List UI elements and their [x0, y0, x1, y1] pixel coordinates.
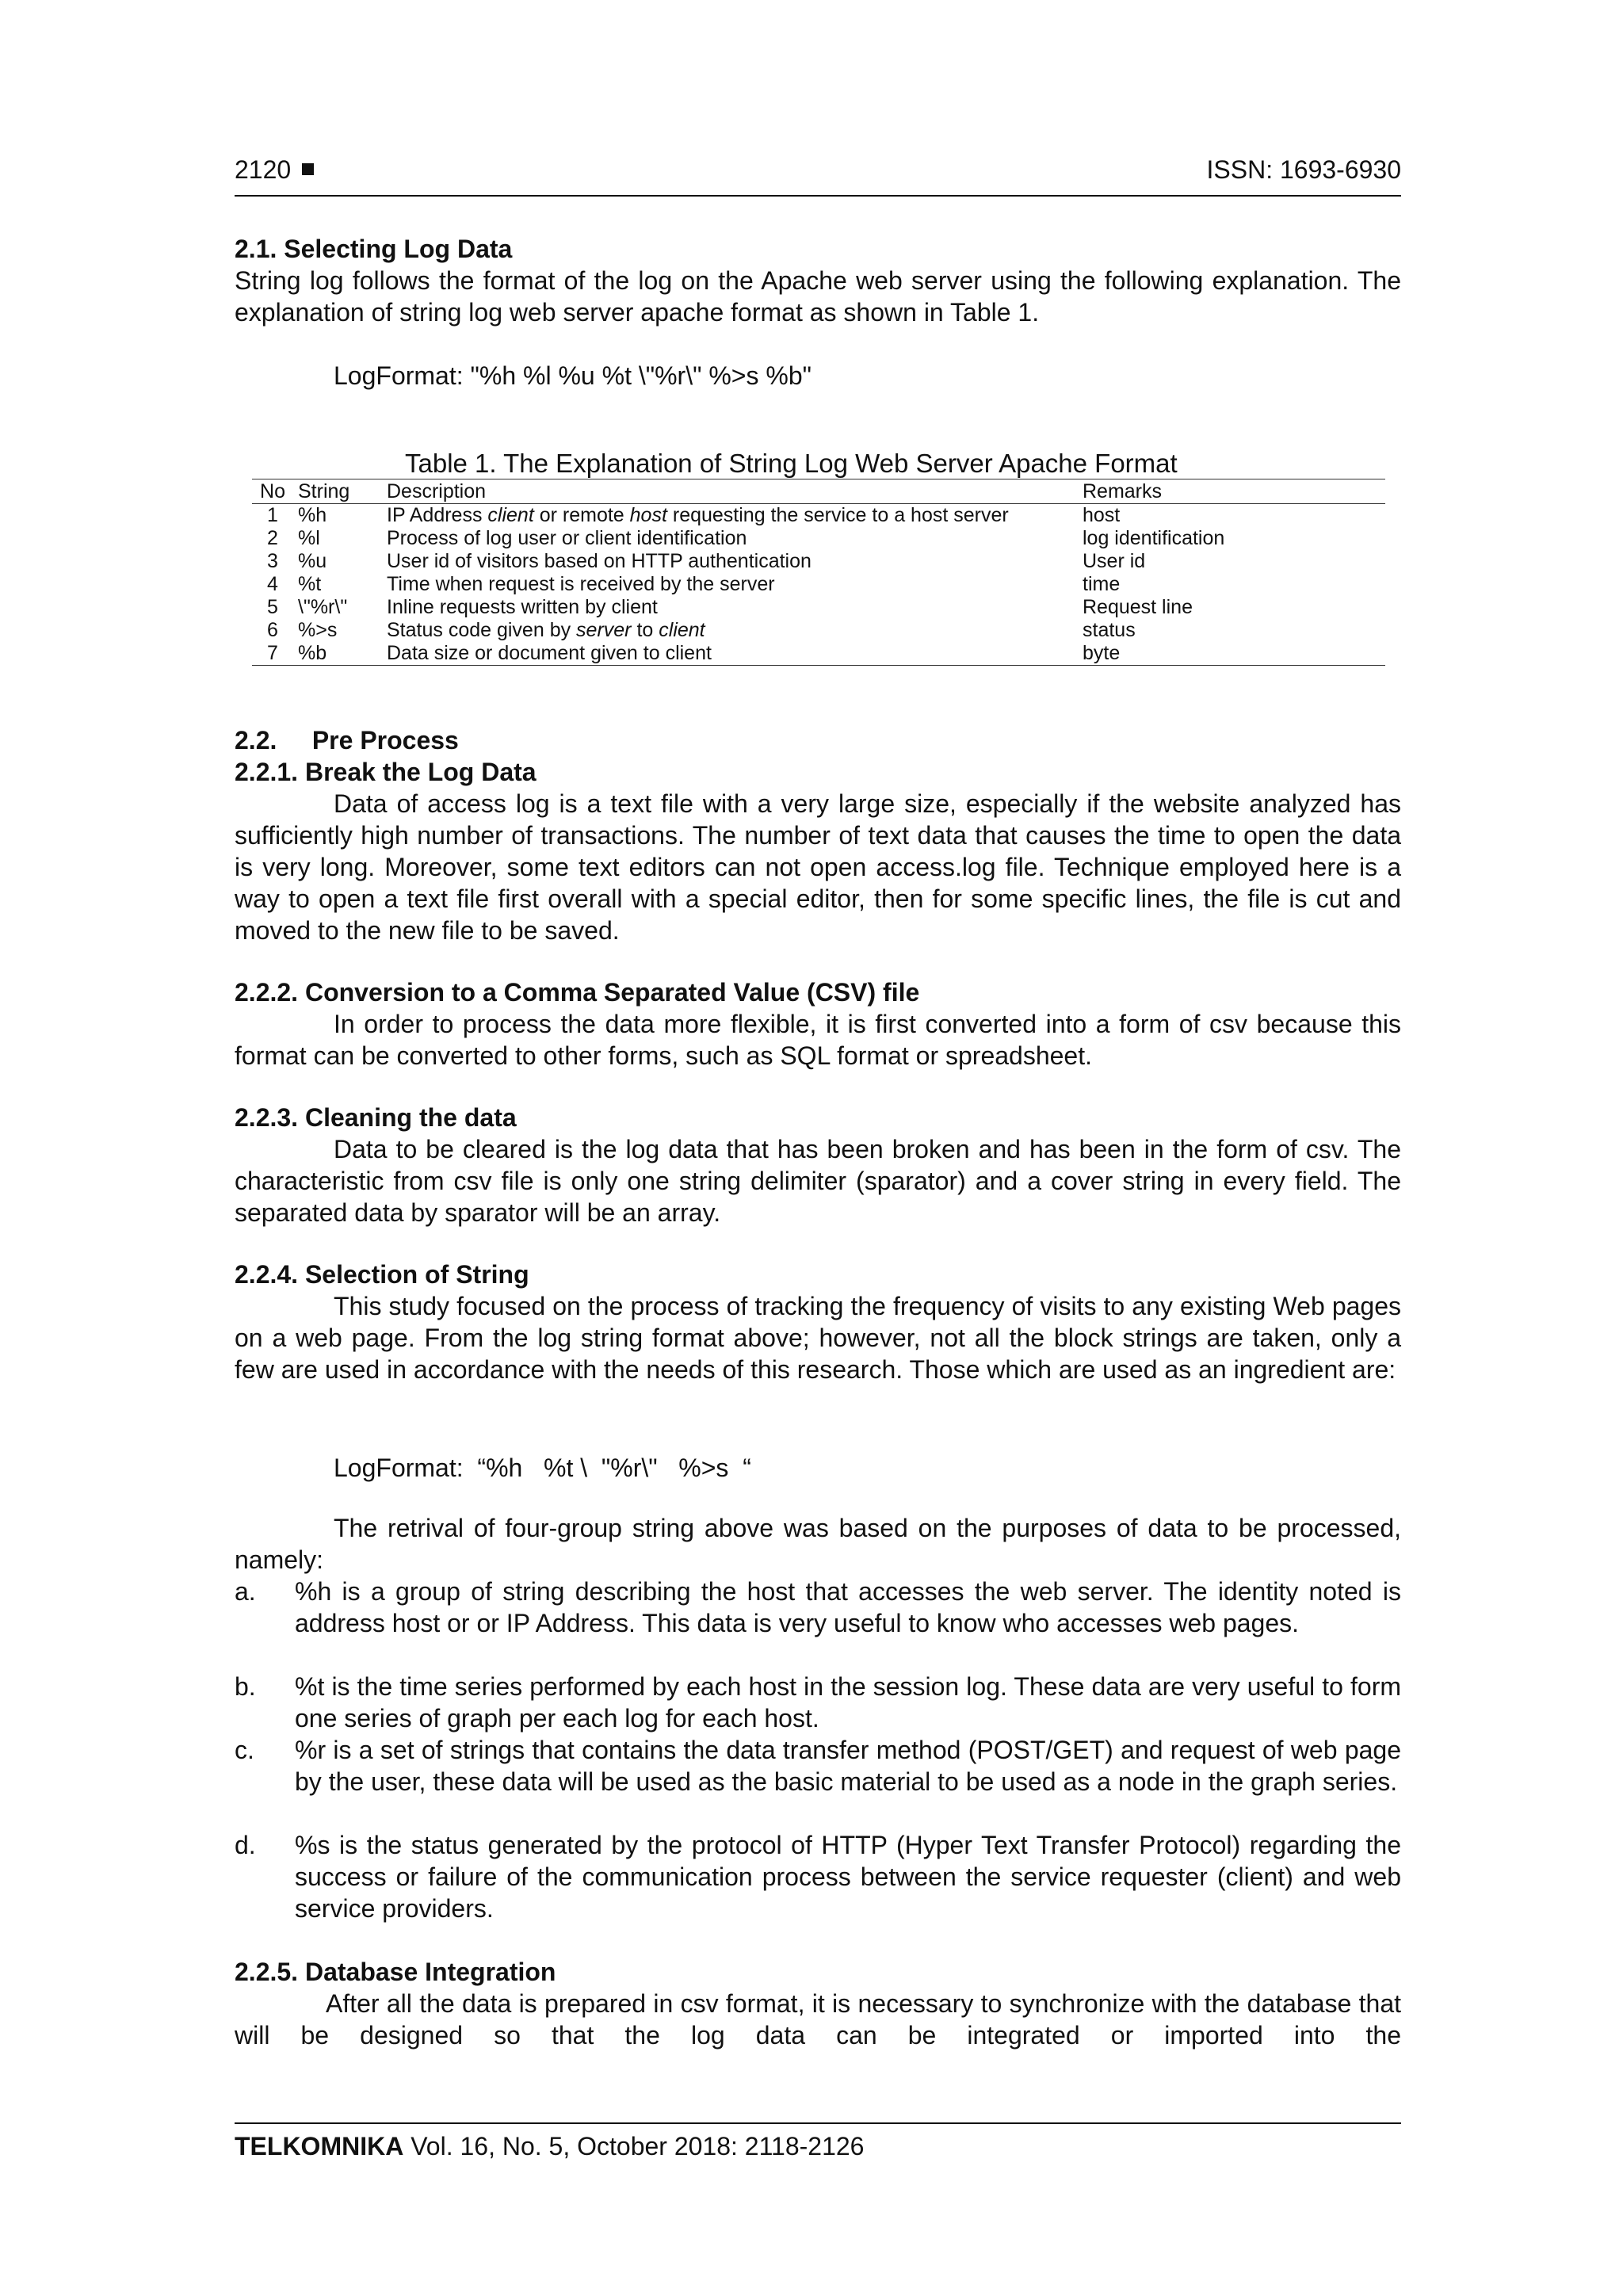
- cell-string: \"%r\": [298, 596, 348, 618]
- section-heading: 2.2. Pre Process: [235, 726, 459, 755]
- journal-name: TELKOMNIKA: [235, 2132, 404, 2160]
- list-item: [235, 1576, 1401, 1639]
- col-header: String: [293, 479, 382, 504]
- cell-remark: User id: [1083, 550, 1146, 572]
- table-row: [252, 619, 1385, 642]
- paragraph: String log follows the format of the log on the Apache web server using the following explanation. The explanation of string log web server apache format as shown in Table 1.: [235, 266, 1401, 327]
- cell-description: Status code given by server to client: [387, 619, 705, 641]
- cell-description: Inline requests written by client: [387, 596, 658, 618]
- paragraph: The retrival of four-group string above was based on the purposes of data to be processed, namely:: [235, 1514, 1401, 1574]
- table-header-row: [252, 479, 1385, 504]
- cell-no: 5: [267, 596, 278, 618]
- header-rule: [235, 195, 1401, 197]
- list-text: %r is a set of strings that contains the data transfer method (POST/GET) and request of web page by the user, these data will be used as the basic material to be used as a node in the graph series.: [295, 1736, 1401, 1796]
- cell-no: 7: [252, 642, 293, 666]
- table-1: [252, 479, 1385, 666]
- table-row: [252, 504, 1385, 528]
- cell-description: Time when request is received by the server: [387, 573, 775, 595]
- cell-description: User id of visitors based on HTTP authentication: [387, 550, 812, 572]
- paragraph: Data to be cleared is the log data that has been broken and has been in the form of csv. The characteristic from csv file is only one string delimiter (sparator) and a cover string in every field. The separated data by sparator will be an array.: [235, 1135, 1401, 1227]
- section-heading: 2.2.5. Database Integration: [235, 1958, 556, 1986]
- cell-remark: byte: [1078, 642, 1385, 666]
- list-text: %t is the time series performed by each host in the session log. These data are very useful to form one series of graph per each log for each host.: [295, 1672, 1401, 1733]
- running-header: [235, 155, 1401, 195]
- paragraph: Data of access log is a text file with a very large size, especially if the website analyzed has sufficiently high number of transactions. The number of text data that causes the time to open the data is very long. Moreover, some text editors can not open access.log file. Technique employed here is a way to open a text file first overall with a special editor, then for some specific lines, the file is cut and moved to the new file to be saved.: [235, 789, 1401, 945]
- list-marker: a.: [235, 1577, 256, 1606]
- paragraph: In order to process the data more flexible, it is first converted into a form of csv because this format can be converted to other forms, such as SQL format or spreadsheet.: [235, 1010, 1401, 1070]
- table-row: [252, 596, 1385, 619]
- list-item: [235, 1671, 1401, 1734]
- cell-string: %h: [298, 504, 327, 526]
- table-row: [252, 642, 1385, 666]
- cell-string: %b: [293, 642, 382, 666]
- cell-no: 1: [267, 504, 278, 526]
- paragraph: This study focused on the process of tracking the frequency of visits to any existing Web pages on a web page. From the log string format above; however, not all the block strings are taken, only a few are used in accordance with the needs of this research. Those which are used as an ingredient are:: [235, 1292, 1401, 1384]
- col-header: Description: [382, 479, 1078, 504]
- paragraph: After all the data is prepared in csv format, it is necessary to synchronize with the database that will be designed so that the log data can be integrated or imported into the: [235, 1989, 1401, 2050]
- journal-citation: Vol. 16, No. 5, October 2018: 2118-2126: [403, 2132, 865, 2160]
- cell-description: IP Address client or remote host requesting the service to a host server: [387, 504, 1009, 526]
- section-heading: 2.2.1. Break the Log Data: [235, 758, 537, 786]
- list-item: [235, 1829, 1401, 1924]
- page-number: 2120: [235, 155, 314, 185]
- cell-remark: time: [1083, 573, 1121, 595]
- cell-description: Process of log user or client identification: [387, 527, 747, 549]
- table-row: [252, 550, 1385, 573]
- cell-no: 2: [267, 527, 278, 549]
- section-heading: 2.1. Selecting Log Data: [235, 235, 513, 263]
- list-item: [235, 1734, 1401, 1797]
- cell-no: 6: [267, 619, 278, 641]
- cell-string: %l: [298, 527, 320, 549]
- col-header: Remarks: [1078, 479, 1385, 504]
- table-row: [252, 573, 1385, 596]
- cell-remark: log identification: [1083, 527, 1225, 549]
- list-text: %s is the status generated by the protocol of HTTP (Hyper Text Transfer Protocol) regarding the success or failure of the communication process between the service requester (client) and web service providers.: [295, 1831, 1401, 1923]
- cell-no: 3: [267, 550, 278, 572]
- log-format-code: LogFormat: "%h %l %u %t \"%r\" %>s %b": [334, 361, 812, 390]
- issn: ISSN: 1693-6930: [1206, 155, 1401, 184]
- cell-string: %u: [298, 550, 327, 572]
- list-marker: c.: [235, 1736, 254, 1764]
- cell-string: %>s: [298, 619, 338, 641]
- section-heading: 2.2.3. Cleaning the data: [235, 1103, 517, 1132]
- cell-remark: host: [1083, 504, 1121, 526]
- cell-remark: Request line: [1083, 596, 1193, 618]
- cell-string: %t: [298, 573, 322, 595]
- black-square-icon: [302, 163, 314, 175]
- table-row: [252, 527, 1385, 550]
- list-marker: b.: [235, 1672, 256, 1701]
- section-heading: 2.2.2. Conversion to a Comma Separated Value (CSV) file: [235, 978, 920, 1007]
- running-footer: [235, 2132, 864, 2161]
- cell-remark: status: [1083, 619, 1136, 641]
- list-marker: d.: [235, 1831, 256, 1859]
- cell-description: Data size or document given to client: [382, 642, 1078, 666]
- cell-no: 4: [267, 573, 278, 595]
- log-format-code: LogFormat: “%h %t \ "%r\" %>s “: [334, 1454, 751, 1482]
- col-header: No: [252, 479, 293, 504]
- table-caption: Table 1. The Explanation of String Log Web Server Apache Format: [405, 449, 1178, 478]
- section-heading: 2.2.4. Selection of String: [235, 1260, 529, 1289]
- footer-rule: [235, 2122, 1401, 2124]
- list-text: %h is a group of string describing the host that accesses the web server. The identity noted is address host or or IP Address. This data is very useful to know who accesses web pages.: [295, 1577, 1401, 1637]
